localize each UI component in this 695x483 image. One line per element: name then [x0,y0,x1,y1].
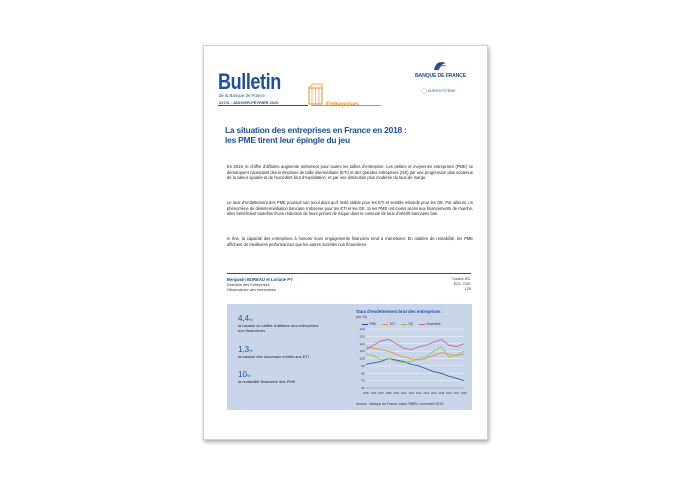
chart-title: Taux d’endettement brut des entreprises [356,309,441,314]
jel-code-line: L25 [464,287,471,292]
x-tick-label: 2012 [415,392,422,395]
series-line-pme [366,359,464,381]
article-title-line-1: La situation des entreprises en France en 2018 : [225,125,407,135]
legend-label: PME [369,322,377,326]
x-tick-label: 2009 [393,392,400,395]
legend-label: Ensemble [426,322,441,326]
y-tick-label: 140 [359,327,365,331]
debt-ratio-line-chart [354,326,468,398]
affiliation-line: Direction des Entreprises [227,283,270,287]
stat-text: non financières [238,328,266,334]
legend-swatch [362,324,368,325]
bulletin-title: Bulletin [218,69,281,94]
masthead-rule [218,105,308,106]
series-line-ensemble [366,339,464,349]
stat-block [238,370,350,384]
stat-block [238,314,350,333]
x-tick-label: 2007 [378,392,384,395]
authors: Benjamin BUREAU et Loriane PY [227,277,293,282]
publisher-name: BANQUE DE FRANCE [415,73,466,79]
issue-number: 227/3 - JANVIER-FÉVRIER 2020 [219,100,279,105]
jel-code-line: Codes JEL [452,277,471,281]
article-title-line-2: les PME tirent leur épingle du jeu [225,135,350,145]
x-tick-label: 2014 [430,392,437,395]
affiliation-line: Observatoire des entreprises [227,288,276,292]
banque-de-france-logo-icon [432,60,448,72]
x-tick-label: 2010 [400,392,407,395]
bulletin-subtitle: de la Banque de France [219,93,265,98]
stat-block [238,345,350,359]
x-tick-label: 2005 [363,392,369,395]
stat-value: 10% [238,370,251,379]
stat-text: la rentabilité financière des PME [238,379,296,384]
section-label: Entreprises [326,102,360,108]
y-tick-label: 110 [359,349,365,354]
y-tick-label: 130 [359,334,365,339]
y-tick-label: 60 [361,386,365,390]
x-tick-label: 2018 [461,392,467,395]
legend-swatch [419,324,425,325]
article-title [225,125,465,145]
stat-text: la hausse du chiffre d’affaires des entreprises [238,323,319,328]
legend-label: ETI [389,322,395,326]
legend-label: GE [408,322,413,326]
stat-value: 4,4% [238,314,253,323]
x-tick-label: 2013 [423,392,430,395]
publisher-subtitle: EUROSYSTÈME [428,89,456,93]
jel-codes [436,277,471,293]
y-tick-label: 90 [361,363,365,368]
chart-unit-label: (en %) [356,315,367,319]
x-tick-label: 2015 [438,392,445,395]
x-tick-label: 2006 [370,392,377,395]
chart-source: Source : Banque de France, base FIBEN, novembre 2019. [356,402,445,406]
series-line-eti [366,347,464,360]
x-tick-label: 2016 [446,392,452,395]
paragraph: Le taux d’endettement des PME poursuit son recul alors qu’il reste stable pour les ETI et semble rebondir pour les GE. Par ailleurs, un phénomène de désintermédiation bancaire s’observe pour les ETI et les GE. Si les PME ont moins accès aux financements de marché, elles bénéficient toutefois d’une réduction de leurs primes de risque dans le contexte de taux d’intérêt bancaires bas. [227,200,473,217]
legend-swatch [401,324,407,325]
y-tick-label: 70 [361,378,365,383]
x-tick-label: 2011 [408,392,415,395]
bulletin-cover-page [203,45,488,440]
y-tick-label: 120 [359,341,365,346]
legend-swatch [382,324,388,325]
y-tick-label: 100 [359,356,365,361]
paragraph: En 2018, le chiffre d’affaires augmente nettement pour toutes les tailles d’entreprise. Les petites et moyennes entreprises (PME) se démarquent cependant des entreprises de taille intermédiaire (ETI) et des grandes entreprises (GE) par une progression plus soutenue de la valeur ajoutée et de l’excédent brut d’exploitation, et par une diminution plus modérée du taux de marge. [227,164,473,181]
stat-text: la hausse des nouveaux crédits aux ETI [238,354,309,359]
paragraph: In fine, la capacité des entreprises à honorer leurs engagements financiers tend à s’améliorer. En matière de rentabilité, les PME affichent de meilleures performances que les autres sociétés non financières. [227,236,473,247]
jel-code-line: E22, G30, [453,282,471,287]
x-tick-label: 2008 [385,392,392,395]
affiliation [227,283,276,293]
author-divider [227,273,471,274]
building-icon [308,83,324,105]
eurosystem-star-icon [421,88,427,94]
x-tick-label: 2017 [453,392,460,395]
stat-value: 1,3% [238,345,253,354]
y-tick-label: 80 [361,371,365,376]
